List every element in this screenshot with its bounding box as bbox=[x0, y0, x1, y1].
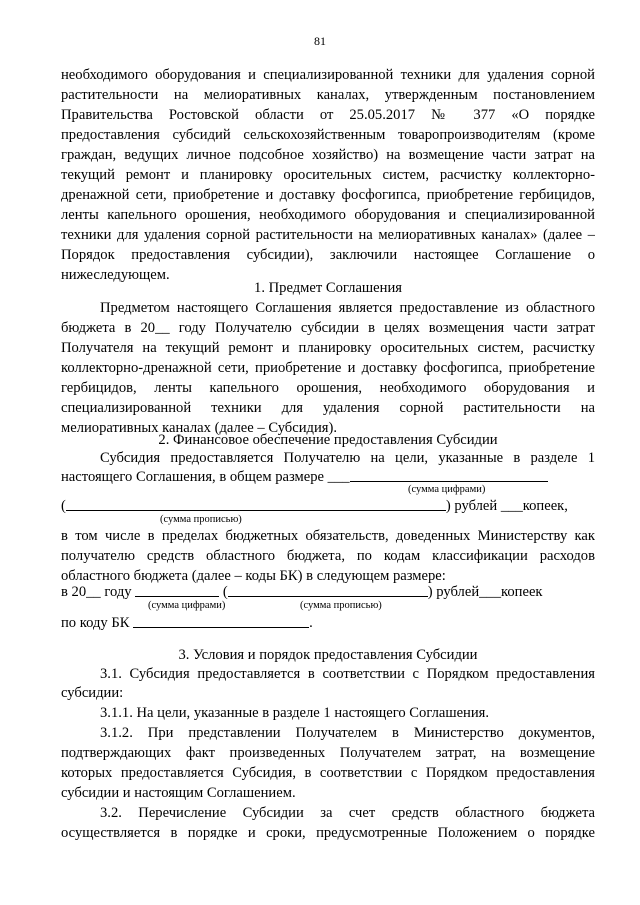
budget-code-label: по коду БК bbox=[61, 615, 130, 631]
amount-words-line bbox=[61, 496, 595, 516]
bracket-open: ( bbox=[219, 584, 228, 600]
paragraph-line: 3.1. Субсидия предоставляется в соответствии с Порядком предоставления bbox=[100, 666, 595, 682]
intro-line: дренажной сети, приобретение и доставку фосфогипса, приобретение гербицидов, bbox=[61, 187, 595, 203]
rubles-kopecks: ) рублей ___копеек, bbox=[445, 498, 568, 514]
paragraph-line: областного бюджета (далее – коды БК) в следующем размере: bbox=[61, 568, 446, 584]
page-number: 81 bbox=[314, 34, 326, 48]
amount-digits-field[interactable] bbox=[350, 467, 548, 482]
paragraph-line: субсидии и настоящим Соглашением. bbox=[61, 785, 296, 801]
paragraph-line: получателю средств областного бюджета, по кодам классификации расходов bbox=[61, 548, 595, 564]
intro-line: текущий ремонт и планировку оросительных систем, расчистку коллекторно- bbox=[61, 167, 595, 183]
amount-label: настоящего Соглашения, в общем размере ___ bbox=[61, 469, 350, 485]
budget-code-line bbox=[61, 613, 595, 633]
hint-digits: (сумма цифрами) bbox=[148, 600, 226, 611]
intro-line: нижеследующем. bbox=[61, 267, 170, 283]
section-heading: 2. Финансовое обеспечение предоставления Субсидии bbox=[158, 432, 498, 448]
intro-line: Порядок предоставления субсидии), заключили настоящее Соглашение о bbox=[61, 247, 595, 263]
budget-code-field[interactable] bbox=[133, 613, 309, 628]
paragraph-line: подтверждающих факт произведенных Получателем затрат, на возмещение bbox=[61, 745, 595, 761]
year-amount-line bbox=[61, 582, 595, 602]
hint-digits: (сумма цифрами) bbox=[408, 484, 486, 495]
paragraph-line: которых предоставляется Субсидия, в соответствии с Порядком предоставления bbox=[61, 765, 595, 781]
paragraph-line: специализированной техники для удаления сорной растительности на bbox=[61, 400, 595, 416]
rubles-kopecks: ) рублей___копеек bbox=[427, 584, 543, 600]
paragraph-line: 3.2. Перечисление Субсидии за счет средств областного бюджета bbox=[100, 805, 595, 821]
period: . bbox=[309, 615, 313, 631]
amount-line bbox=[61, 467, 595, 487]
section-heading: 1. Предмет Соглашения bbox=[254, 280, 402, 296]
intro-line: растительности на мелиоративных каналах, утвержденным постановлением bbox=[61, 87, 595, 103]
intro-line: предоставления субсидий сельскохозяйственным товаропроизводителям (кроме bbox=[61, 127, 595, 143]
year-words-field[interactable] bbox=[228, 582, 428, 597]
intro-line: граждан, ведущих личное подсобное хозяйство) на возмещение части затрат на bbox=[61, 147, 595, 163]
paragraph-line: 3.1.2. При представлении Получателем в Министерство документов, bbox=[100, 725, 595, 741]
paragraph-line: мелиоративных каналах (далее – Субсидия). bbox=[61, 420, 337, 436]
paragraph-line: Субсидия предоставляется Получателю на цели, указанные в разделе 1 bbox=[100, 450, 595, 466]
year-label: в 20__ году bbox=[61, 584, 132, 600]
paragraph-line: бюджета в 20__ году Получателю субсидии в целях возмещения части затрат bbox=[61, 320, 595, 336]
amount-words-field[interactable] bbox=[66, 496, 446, 511]
hint-words: (сумма прописью) bbox=[160, 514, 242, 525]
hint-words: (сумма прописью) bbox=[300, 600, 382, 611]
paragraph-line: 3.1.1. На цели, указанные в разделе 1 настоящего Соглашения. bbox=[100, 705, 490, 721]
paragraph-line: в том числе в пределах бюджетных обязательств, доведенных Министерству как bbox=[61, 528, 595, 544]
bracket-open: ( bbox=[61, 498, 66, 514]
paragraph-line: субсидии: bbox=[61, 685, 124, 701]
intro-line: ленты капельного орошения, необходимого оборудования и специализированной bbox=[61, 207, 595, 223]
paragraph-line: гербицидов, ленты капельного орошения, необходимого оборудования и bbox=[61, 380, 595, 396]
intro-line: техники для удаления сорной растительности на мелиоративных каналах» (далее – bbox=[61, 227, 595, 243]
paragraph-line: коллекторно-дренажной сети, приобретение и доставку фосфогипса, приобретение bbox=[61, 360, 595, 376]
paragraph-line: Получателя на текущий ремонт и планировку оросительных систем, расчистку bbox=[61, 340, 595, 356]
paragraph-line: осуществляется в порядке и сроки, предусмотренные Положением о порядке bbox=[61, 825, 595, 841]
intro-line: Правительства Ростовской области от 25.05.2017 № 377 «О порядке bbox=[61, 107, 595, 123]
intro-line: необходимого оборудования и специализированной техники для удаления сорной bbox=[61, 67, 595, 83]
year-digits-field[interactable] bbox=[135, 582, 219, 597]
section-heading: 3. Условия и порядок предоставления Субсидии bbox=[178, 647, 478, 663]
paragraph-line: Предметом настоящего Соглашения является предоставление из областного bbox=[100, 300, 595, 316]
